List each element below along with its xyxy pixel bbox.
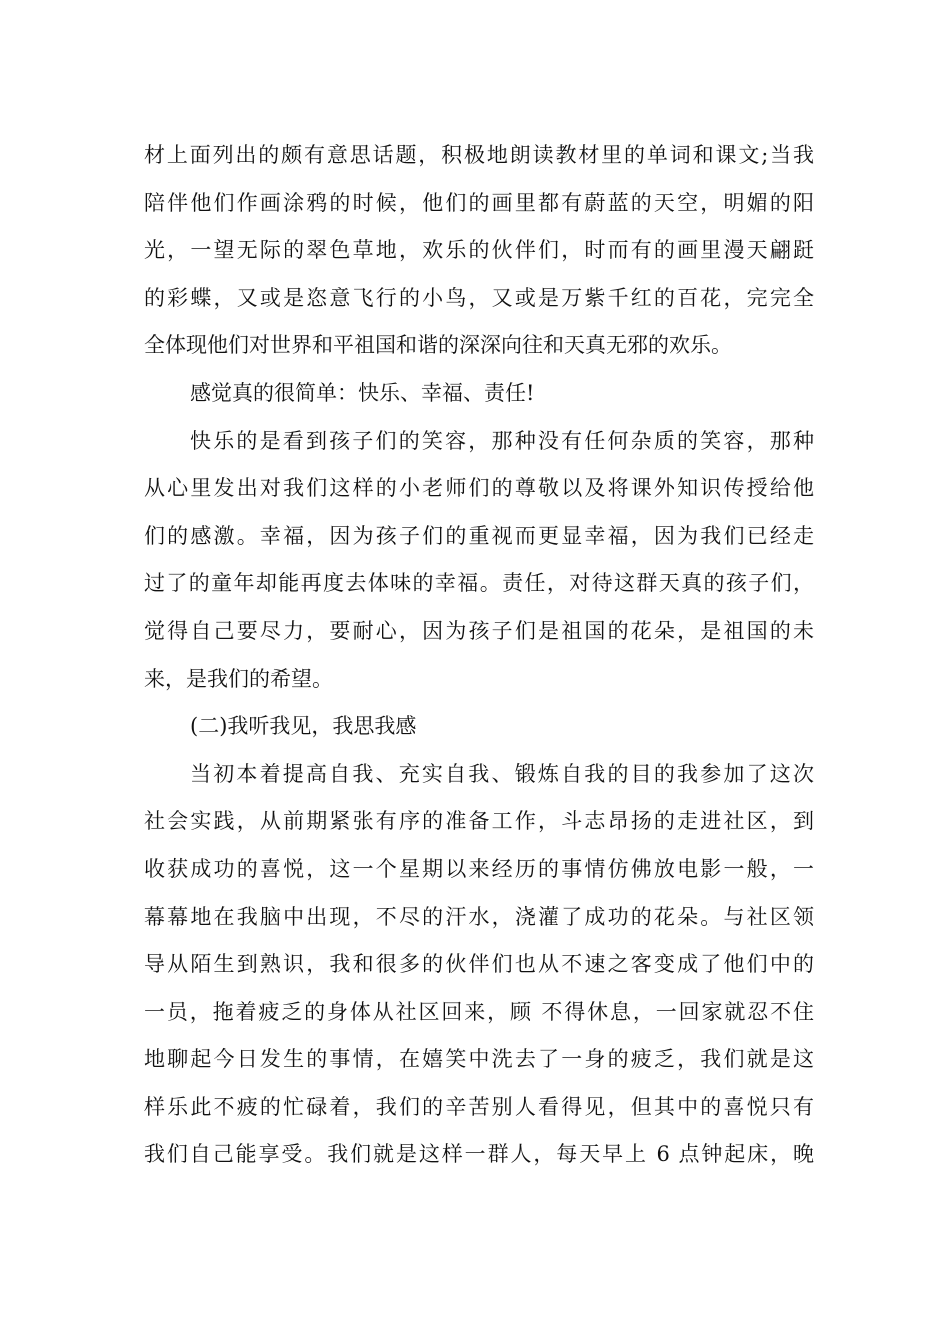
text-line-18: 导从陌生到熟识，我和很多的伙伴们也从不速之客变成了他们中的 <box>144 952 814 977</box>
text-line-8: 从心里发出对我们这样的小老师们的尊敬以及将课外知识传授给他 <box>144 476 814 501</box>
text-line-6: 感觉真的很简单：快乐、幸福、责任! <box>190 380 535 405</box>
text-line-9: 们的感激。幸福，因为孩子们的重视而更显幸福，因为我们已经走 <box>144 523 814 548</box>
section-heading: (二)我听我见，我思我感 <box>190 714 417 739</box>
text-line-22: 我们自己能享受。我们就是这样一群人，每天早上 6 点钟起床，晚 <box>144 1142 814 1167</box>
text-line-4: 的彩蝶，又或是恣意飞行的小鸟，又或是万紫千红的百花，完完全 <box>144 285 814 310</box>
text-line-2: 陪伴他们作画涂鸦的时候，他们的画里都有蔚蓝的天空，明媚的阳 <box>144 190 814 215</box>
text-line-14: 当初本着提高自我、充实自我、锻炼自我的目的我参加了这次 <box>190 761 814 786</box>
text-line-5: 全体现他们对世界和平祖国和谐的深深向往和天真无邪的欢乐。 <box>144 333 732 358</box>
text-line-21: 样乐此不疲的忙碌着，我们的辛苦别人看得见，但其中的喜悦只有 <box>144 1094 814 1119</box>
text-line-1: 材上面列出的颇有意思话题，积极地朗读教材里的单词和课文;当我 <box>144 143 814 167</box>
text-line-3: 光，一望无际的翠色草地，欢乐的伙伴们，时而有的画里漫天翩跹 <box>144 238 814 263</box>
document-body <box>144 132 814 1179</box>
text-line-11: 觉得自己要尽力，要耐心，因为孩子们是祖国的花朵，是祖国的未 <box>144 618 814 643</box>
text-line-12: 来，是我们的希望。 <box>144 666 333 691</box>
text-line-20: 地聊起今日发生的事情，在嬉笑中洗去了一身的疲乏，我们就是这 <box>144 1047 814 1072</box>
text-line-19: 一员，拖着疲乏的身体从社区回来，顾 不得休息，一回家就忍不住 <box>144 999 814 1024</box>
text-line-15: 社会实践，从前期紧张有序的准备工作，斗志昂扬的走进社区，到 <box>144 809 814 834</box>
text-line-17: 幕幕地在我脑中出现，不尽的汗水，浇灌了成功的花朵。与社区领 <box>144 904 814 929</box>
text-line-10: 过了的童年却能再度去体味的幸福。责任，对待这群天真的孩子们， <box>144 571 814 596</box>
text-line-7: 快乐的是看到孩子们的笑容，那种没有任何杂质的笑容，那种 <box>190 428 814 453</box>
text-line-16: 收获成功的喜悦，这一个星期以来经历的事情仿佛放电影一般，一 <box>144 856 814 881</box>
